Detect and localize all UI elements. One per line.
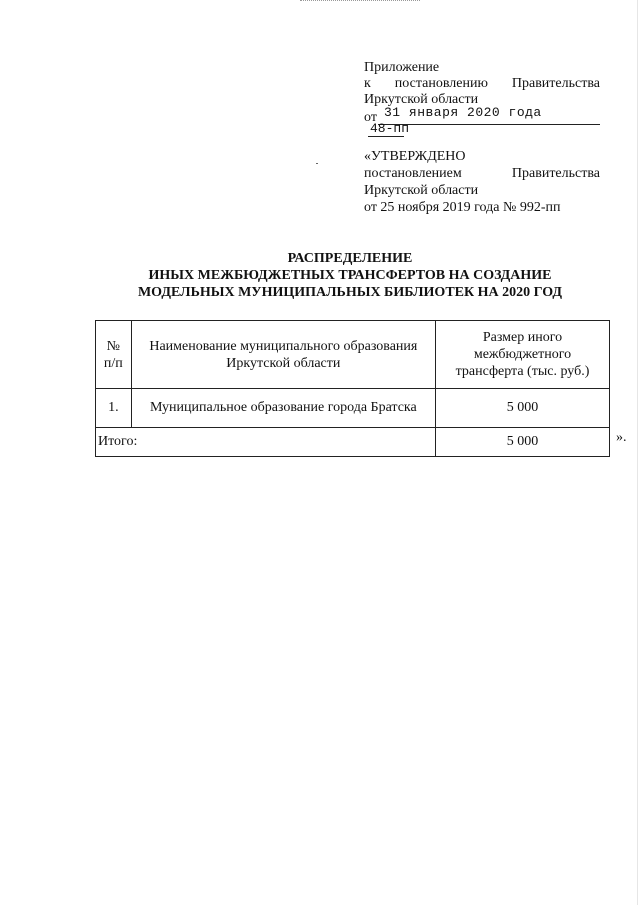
row-amount: 5 000 bbox=[435, 389, 609, 428]
appendix-number-value: 48-пп bbox=[370, 121, 410, 136]
appendix-date-prefix: от bbox=[364, 110, 377, 125]
appendix-number-line bbox=[364, 121, 600, 140]
title-line2: ИНЫХ МЕЖБЮДЖЕТНЫХ ТРАНСФЕРТОВ НА СОЗДАНИЕ bbox=[148, 268, 552, 283]
total-amount: 5 000 bbox=[435, 428, 609, 457]
approved-region: Иркутской области bbox=[364, 183, 479, 198]
distribution-table bbox=[95, 320, 610, 457]
title-line3: МОДЕЛЬНЫХ МУНИЦИПАЛЬНЫХ БИБЛИОТЕК НА 2020 ГОД bbox=[137, 285, 563, 300]
appendix-date-value: 31 января 2020 года bbox=[384, 105, 542, 120]
header-name-line2: Иркутской области bbox=[226, 355, 341, 371]
appendix-line2 bbox=[364, 76, 600, 92]
table-row bbox=[96, 389, 610, 428]
approved-word-government: Правительства bbox=[511, 166, 600, 181]
row-number: 1. bbox=[96, 389, 132, 428]
approved-word-decree: постановлением bbox=[364, 166, 462, 181]
table-total-row bbox=[96, 428, 610, 457]
appendix-word-decree: постановлению bbox=[394, 76, 488, 91]
header-number bbox=[96, 321, 132, 389]
approved-line2 bbox=[364, 165, 600, 182]
table-header-row bbox=[96, 321, 610, 389]
approved-date: от 25 ноября 2019 года № 992-пп bbox=[364, 200, 561, 215]
header-name-line1: Наименование муниципального образования bbox=[149, 338, 418, 354]
scan-edge-right bbox=[637, 0, 638, 905]
appendix-word-k: к bbox=[364, 76, 371, 91]
appendix-block bbox=[364, 60, 600, 140]
number-strike bbox=[368, 136, 404, 137]
row-name: Муниципальное образование города Братска bbox=[131, 389, 435, 428]
approved-heading: «УТВЕРЖДЕНО bbox=[364, 149, 466, 164]
header-amount-line2: межбюджетного bbox=[473, 347, 572, 362]
closing-quote: ». bbox=[616, 430, 627, 445]
appendix-word-government: Правительства bbox=[511, 76, 600, 91]
approved-block bbox=[364, 148, 600, 216]
scan-dot bbox=[316, 163, 318, 164]
scan-edge-top bbox=[300, 0, 420, 3]
header-amount bbox=[435, 321, 609, 389]
document-title bbox=[90, 250, 610, 301]
header-amount-line3: трансферта (тыс. руб.) bbox=[455, 364, 590, 379]
header-name bbox=[131, 321, 435, 389]
appendix-region: Иркутской области bbox=[364, 92, 479, 107]
header-number-pp: п/п bbox=[103, 355, 123, 371]
appendix-title: Приложение bbox=[364, 60, 440, 75]
header-amount-line1: Размер иного bbox=[482, 330, 563, 345]
header-number-sign: № bbox=[106, 338, 121, 354]
total-label: Итого: bbox=[96, 428, 436, 457]
title-line1: РАСПРЕДЕЛЕНИЕ bbox=[287, 251, 413, 266]
